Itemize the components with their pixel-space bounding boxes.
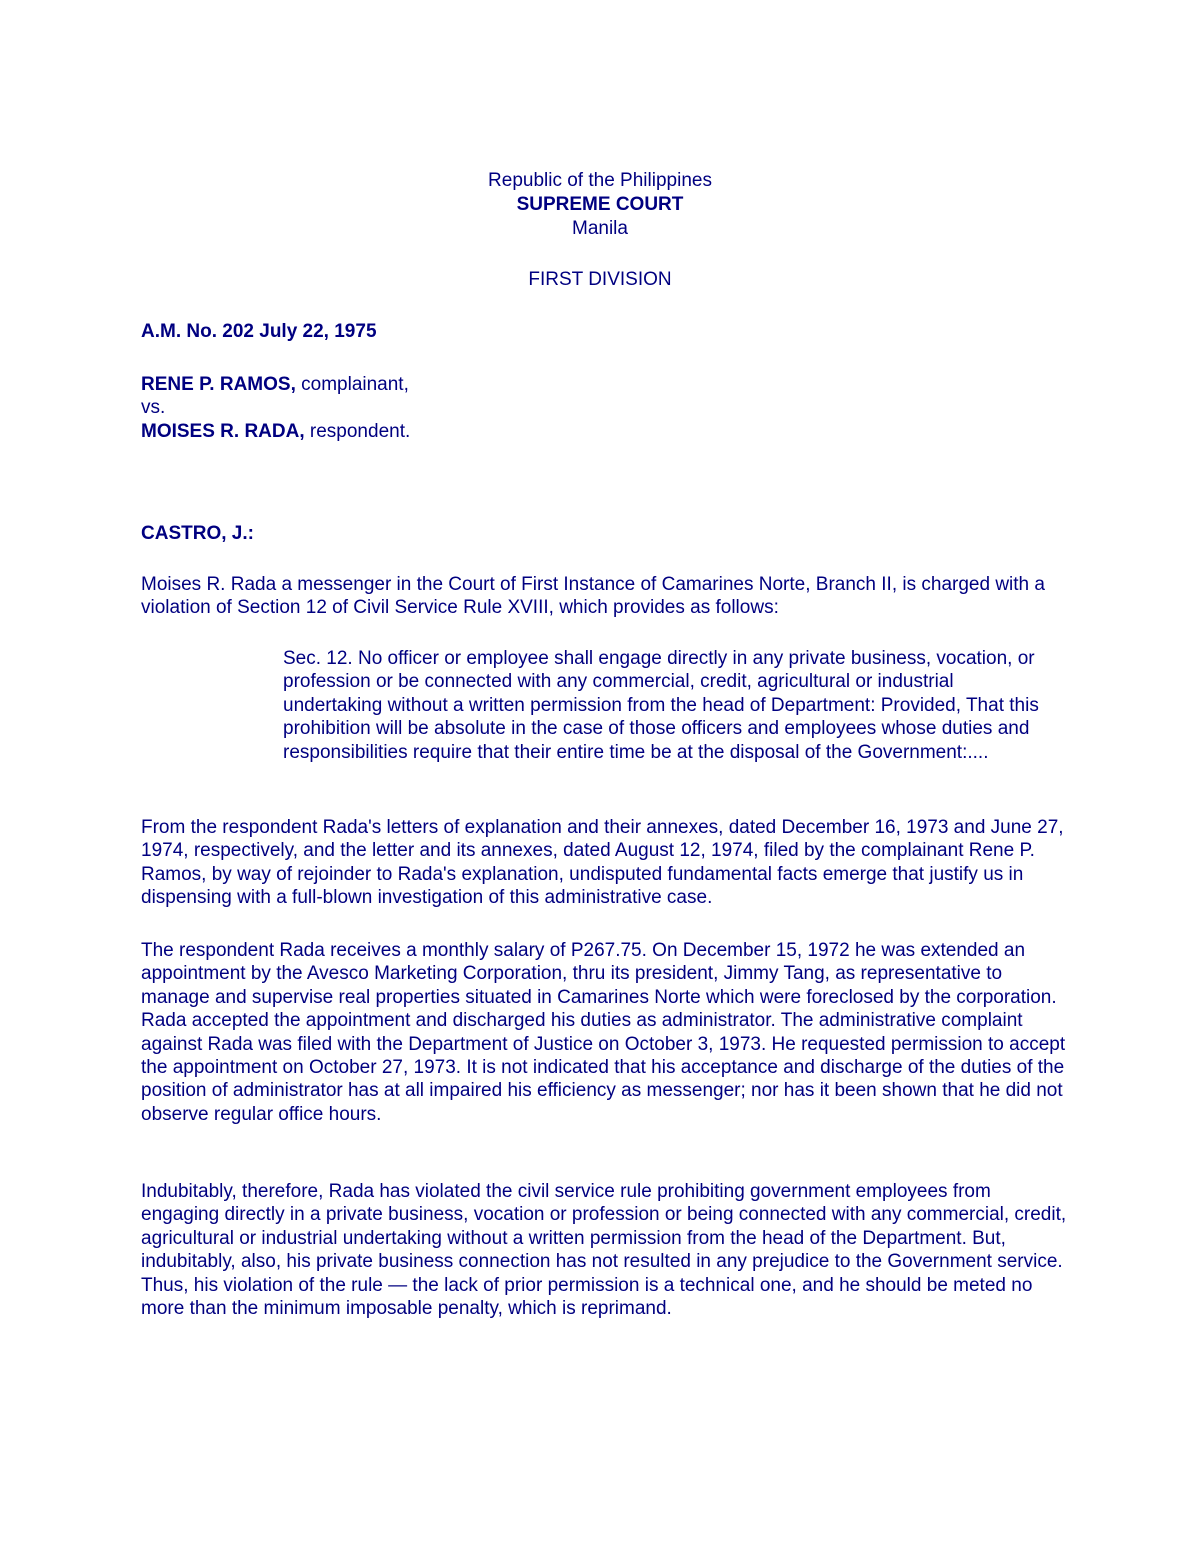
court-header <box>0 169 1200 241</box>
ponente-text: CASTRO, J.: <box>141 523 254 544</box>
paragraph-2 <box>141 816 1071 910</box>
complainant-name: RENE P. RAMOS, <box>141 374 296 395</box>
paragraph-2-text: From the respondent Rada's letters of explanation and their annexes, dated December 16, 1973 and June 27, 1974, respectively, and the letter and its annexes, dated August 12, 1974, filed by the complainant Rene P. Ramos, by way of rejoinder to Rada's explanation, undisputed fundamental facts emerge that justify us in dispensing with a full-blown investigation of this administrative case. <box>141 817 1064 909</box>
division-line <box>0 268 1200 292</box>
quoted-rule <box>283 647 1053 764</box>
case-number-text: A.M. No. 202 July 22, 1975 <box>141 321 377 342</box>
city-line: Manila <box>572 218 628 239</box>
paragraph-1 <box>141 573 1071 620</box>
respondent-role: respondent. <box>304 420 411 442</box>
division-text: FIRST DIVISION <box>528 269 672 290</box>
respondent-name: MOISES R. RADA, <box>141 420 305 442</box>
complainant-role: complainant, <box>295 374 409 395</box>
respondent-line <box>141 420 1071 443</box>
versus-line: vs. <box>141 397 166 419</box>
paragraph-1-text: Moises R. Rada a messenger in the Court of First Instance of Camarines Norte, Branch II, is charged with a violation of Section 12 of Civil Service Rule XVIII, which provides as follows: <box>141 574 1045 619</box>
paragraph-3-text: The respondent Rada receives a monthly salary of P267.75. On December 15, 1972 he was extended an appointment by the Avesco Marketing Corporation, thru its president, Jimmy Tang, as representative to manage and supervise real properties situated in Camarines Norte which were foreclosed by the corporation. Rada accepted the appointment and discharged his duties as administrator. The administrative complaint against Rada was filed with the Department of Justice on October 3, 1973. He requested permission to accept the appointment on October 27, 1973. It is not indicated that his acceptance and discharge of the duties of the position of administrator has at all impaired his efficiency as messenger; nor has it been shown that he did not observe regular office hours. <box>141 940 1066 1125</box>
ponente-line <box>141 522 1071 545</box>
republic-line: Republic of the Philippines <box>488 170 712 191</box>
paragraph-4-text: Indubitably, therefore, Rada has violated the civil service rule prohibiting government employees from engaging directly in a private business, vocation or profession or being connected with any commercial, credit, agricultural or industrial undertaking without a written permission from the head of the Department. But, indubitably, also, his private business connection has not resulted in any prejudice to the Government service. Thus, his violation of the rule — the lack of prior permission is a technical one, and he should be meted no more than the minimum imposable penalty, which is reprimand. <box>141 1181 1067 1320</box>
paragraph-4 <box>141 1180 1071 1320</box>
parties-block <box>141 373 1071 443</box>
case-number <box>141 320 1071 343</box>
complainant-line <box>141 373 1071 396</box>
court-name: SUPREME COURT <box>516 194 684 215</box>
quoted-rule-text: Sec. 12. No officer or employee shall engage directly in any private business, vocation, or profession or be connected with any commercial, credit, agricultural or industrial undertaking without a written permission from the head of Department: Provided, That this prohibition will be absolute in the case of those officers and employees whose duties and responsibilities require that their entire time be at the disposal of the Government:.... <box>283 648 1039 763</box>
paragraph-3 <box>141 939 1071 1126</box>
